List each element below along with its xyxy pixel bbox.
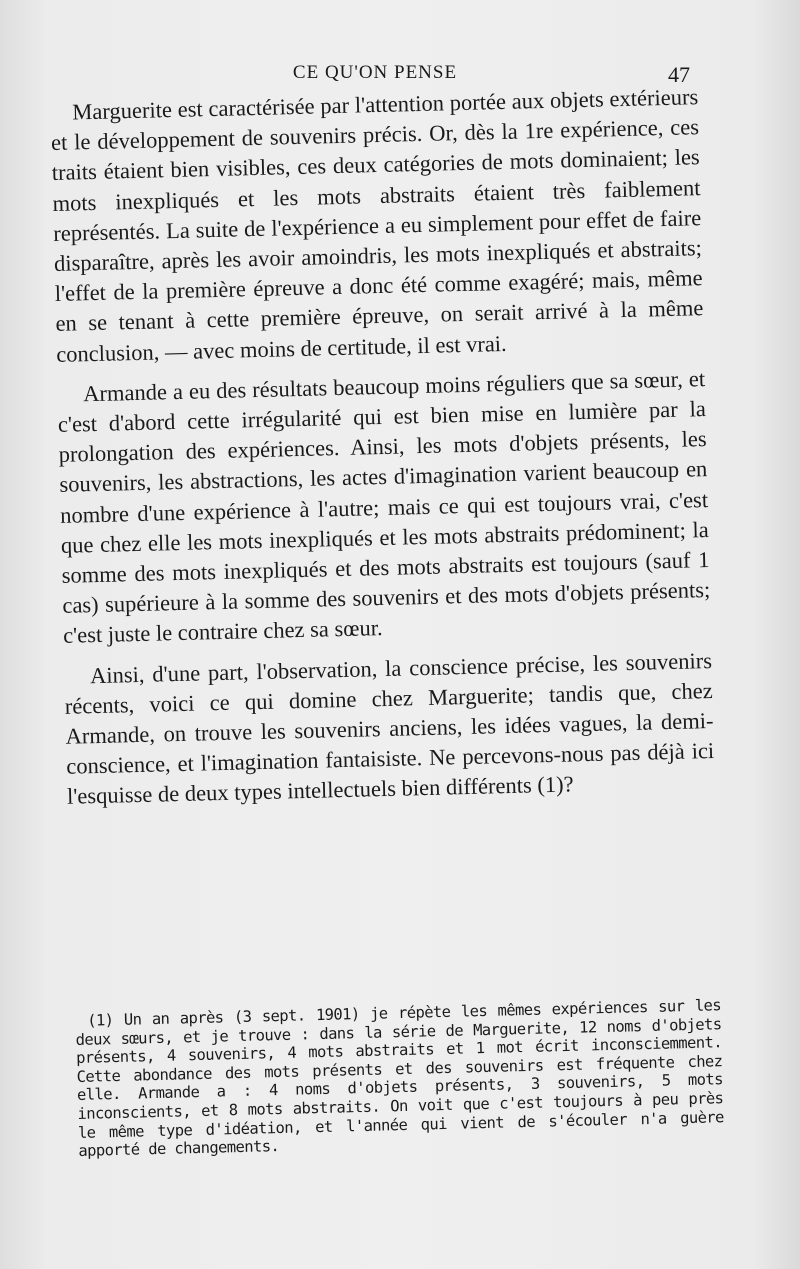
paragraph-2: Armande a eu des résultats beaucoup moins réguliers que sa sœur, et c'est d'abord cette irrégularité qui est bien mise en lumière par la prolongation des expériences. Ainsi, les mots d'objets présents, les souvenirs, les abstractions, les actes d'imagination varient beaucoup en nombre d'une expérience à l'autre; mais ce qui est toujours vrai, c'est que chez elle les mots inexpliqués et les mots abstraits prédominent; la somme des mots inexpliqués et des mots abstraits est toujours (sauf 1 cas) supérieure à la somme des souvenirs et des mots d'objets présents; c'est juste le contraire chez sa sœur. bbox=[57, 365, 711, 649]
footnote: (1) Un an après (3 sept. 1901) je répète les mêmes expériences sur les deux sœurs, et je trouve : dans la série de Marguerite, 12 noms d'objets présents, 4 souvenirs, 4 mots abstraits et 1 mot écrit inconsciemment. Cette abondance des mots présents et des souvenirs est fréquente chez elle. Armande a : 4 noms d'objets présents, 3 souvenirs, 5 mots inconscients, et 8 mots abstraits. On voit que c'est toujours à peu près le même type d'idéation, et l'année qui vient de s'écouler n'a guère apporté de changements. bbox=[75, 996, 724, 1161]
paragraph-3: Ainsi, d'une part, l'observation, la conscience précise, les souvenirs récents, voici ce qui domine chez Marguerite; tandis que, chez Armande, on trouve les souvenirs anciens, les idées vagues, la demi-conscience, et l'imagination fantaisiste. Ne percevons-nous pas déjà ici l'esquisse de deux types intellectuels bien différents (1)? bbox=[64, 647, 715, 810]
paragraph-1: Marguerite est caractérisée par l'attention portée aux objets extérieurs et le développement de souvenirs précis. Or, dès la 1re expérience, ces traits étaient bien visibles, ces deux catégories de mots dominaient; les mots inexpliqués et les mots abstraits étaient très faiblement représentés. La suite de l'expérience a eu simplement pour effet de faire disparaître, après les avoir amoindris, les mots inexpliqués et abstraits; l'effet de la première épreuve a donc été comme exagéré; mais, même en se tenant à cette première épreuve, on serait arrivé à la même conclusion, — avec moins de certitude, il est vrai. bbox=[50, 84, 704, 367]
running-title: CE QU'ON PENSE bbox=[292, 62, 458, 83]
body-text bbox=[50, 82, 716, 822]
page-number: 47 bbox=[668, 62, 690, 87]
